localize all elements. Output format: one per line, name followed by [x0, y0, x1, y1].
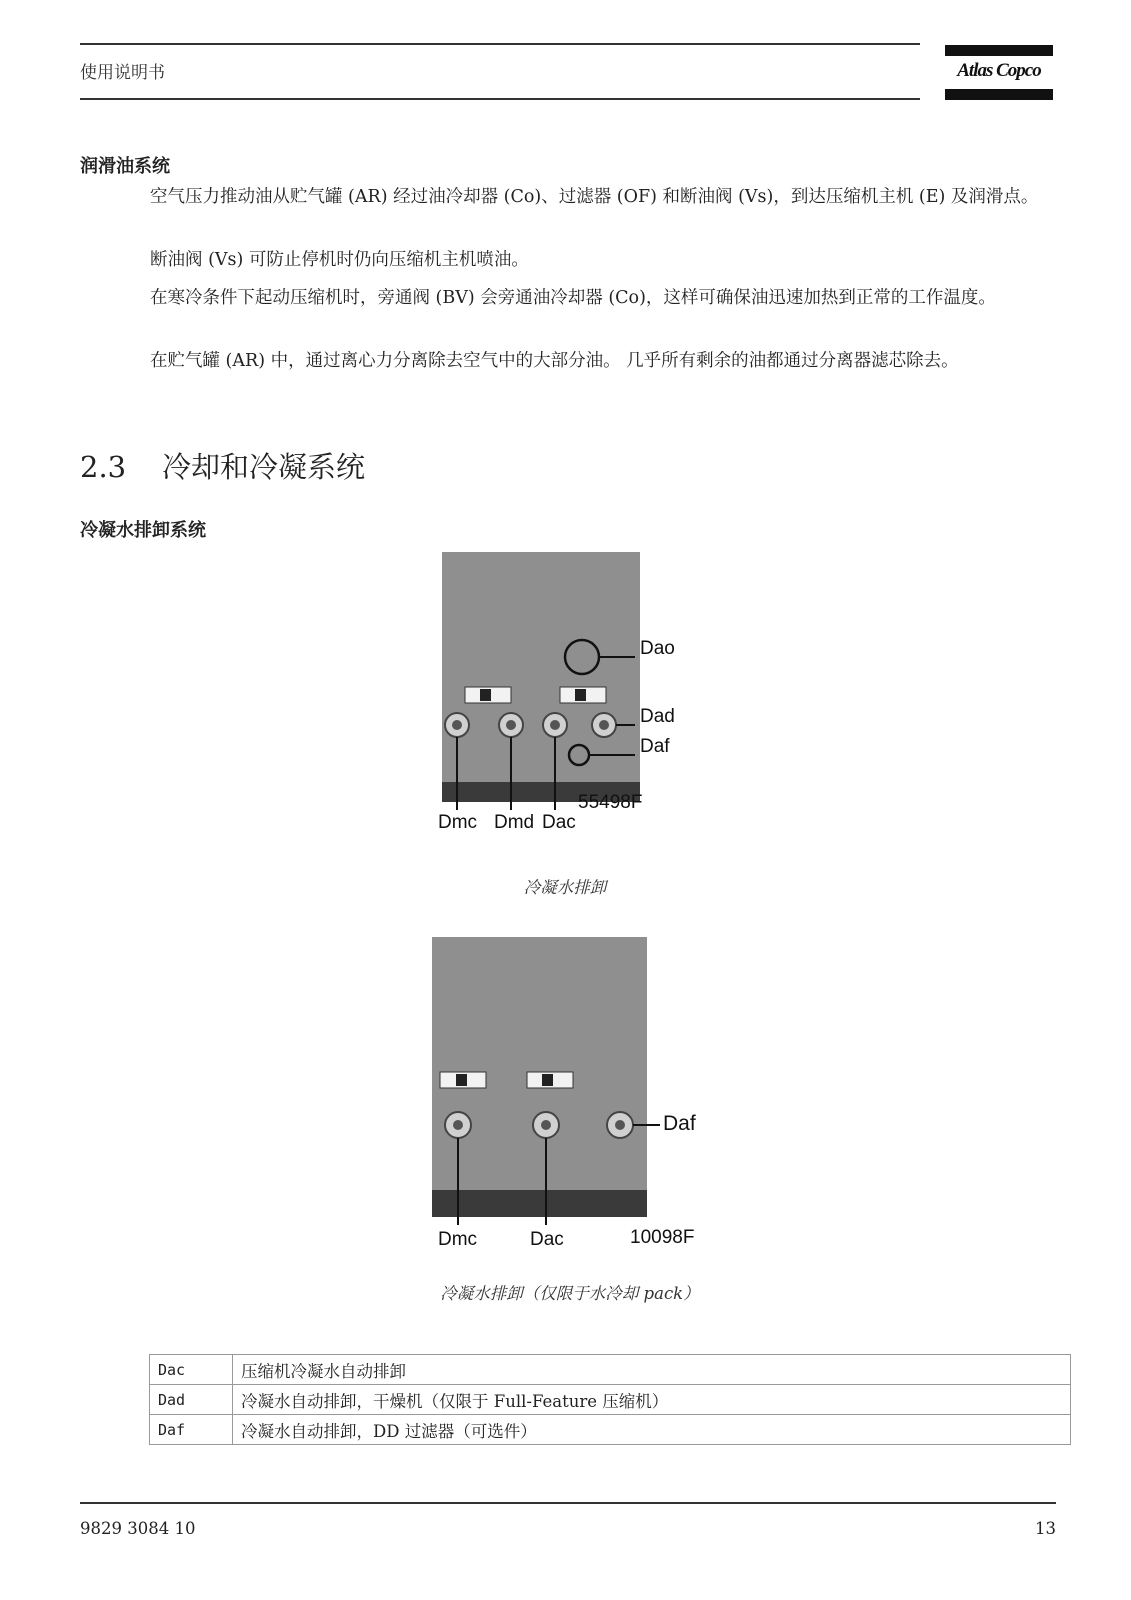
table-cell-description: 冷凝水自动排卸，DD 过滤器（可选件） — [233, 1415, 1071, 1445]
drain-heading: 冷凝水排卸系统 — [80, 520, 206, 541]
lubrication-paragraph-2: 断油阀 (Vs) 可防止停机时仍向压缩机主机喷油。 — [150, 250, 529, 270]
figure-1-code: 55498F — [578, 792, 643, 813]
table-cell-code: Dad — [150, 1385, 233, 1415]
label-dao: Dao — [640, 638, 675, 659]
figure-2-diagram — [420, 937, 720, 1257]
figure-condensate-drain-water-cooled — [420, 937, 720, 1257]
table-cell-description: 压缩机冷凝水自动排卸 — [233, 1355, 1071, 1385]
table-cell-description: 冷凝水自动排卸，干燥机（仅限于 Full-Feature 压缩机） — [233, 1385, 1071, 1415]
table-cell-code: Daf — [150, 1415, 233, 1445]
footer-doc-number: 9829 3084 10 — [80, 1519, 196, 1538]
chapter-heading — [80, 445, 365, 486]
figure-2-caption: 冷凝水排卸（仅限于水冷却 pack） — [440, 1284, 700, 1303]
table-row — [150, 1385, 1071, 1415]
label-dmc: Dmc — [438, 812, 478, 833]
label-dad: Dad — [640, 706, 675, 727]
table-row — [150, 1415, 1071, 1445]
label-dac-2: Dac — [530, 1229, 564, 1250]
figure-2-code: 10098F — [630, 1227, 695, 1248]
label-dmd: Dmd — [494, 812, 535, 833]
footer-page-number: 13 — [1035, 1519, 1056, 1538]
chapter-title: 冷却和冷凝系统 — [162, 450, 366, 484]
lubrication-paragraph-3: 在寒冷条件下起动压缩机时，旁通阀 (BV) 会旁通油冷却器 (Co)，这样可确保油迅速加热到正常的工作温度。 — [150, 288, 996, 308]
footer-rule — [80, 1502, 1056, 1504]
header-rule-bottom — [80, 98, 920, 100]
drain-reference-table — [149, 1354, 1071, 1445]
lubrication-paragraph-4: 在贮气罐 (AR) 中，通过离心力分离除去空气中的大部分油。 几乎所有剩余的油都通过分离器滤芯除去。 — [150, 351, 959, 371]
table-cell-code: Dac — [150, 1355, 233, 1385]
figure-1-caption: 冷凝水排卸 — [523, 878, 607, 897]
atlas-copco-logo — [945, 45, 1053, 100]
figure-condensate-drain — [430, 552, 730, 852]
lubrication-paragraph-1: 空气压力推动油从贮气罐 (AR) 经过油冷却器 (Co)、过滤器 (OF) 和断油阀 (Vs)，到达压缩机主机 (E) 及润滑点。 — [150, 187, 1039, 207]
label-dmc-2: Dmc — [438, 1229, 478, 1250]
label-daf-2: Daf — [663, 1112, 696, 1135]
label-dac: Dac — [542, 812, 576, 833]
header-rule-top — [80, 43, 920, 45]
table-row — [150, 1355, 1071, 1385]
label-daf: Daf — [640, 736, 670, 757]
chapter-number: 2.3 — [80, 450, 127, 484]
header-title: 使用说明书 — [80, 63, 165, 83]
logo-wordmark: Atlas Copco — [957, 60, 1041, 81]
lubrication-heading: 润滑油系统 — [80, 156, 170, 177]
